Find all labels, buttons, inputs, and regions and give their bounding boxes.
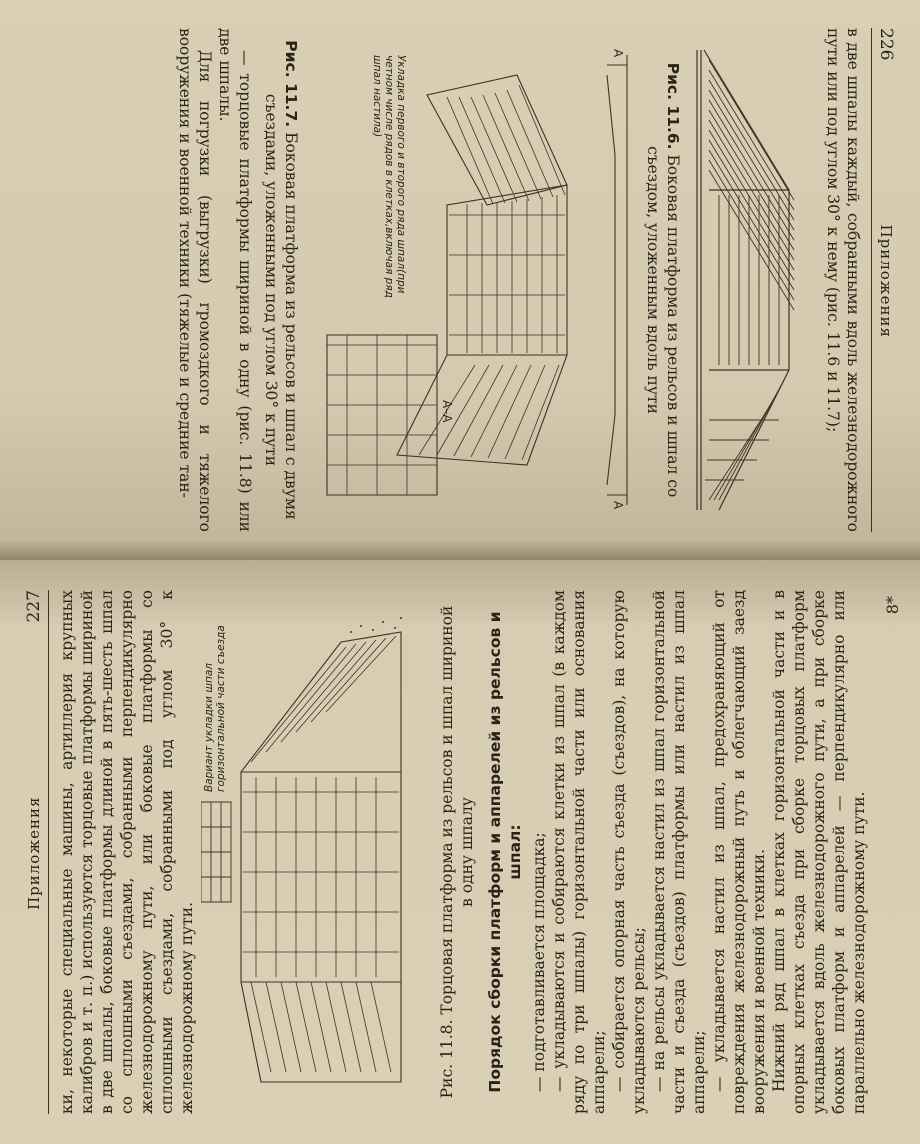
figure-11-8 bbox=[201, 602, 431, 1102]
figure-11-8-drawing bbox=[201, 602, 431, 1102]
figure-11-7-label: Рис. 11.7. bbox=[282, 40, 300, 128]
section-marker-left: А bbox=[611, 49, 625, 58]
signature-mark: 8* bbox=[883, 596, 902, 615]
page-number: 226 bbox=[876, 28, 896, 61]
page-226 bbox=[0, 0, 920, 560]
running-head-227 bbox=[24, 590, 49, 1114]
page-number-227: 227 bbox=[24, 590, 44, 623]
figure-11-6 bbox=[689, 40, 819, 520]
para-loading: Для погрузки (выгрузки) громоздкого и тяжелого вооружения и военной техники (тяжелые и средние тан- bbox=[176, 28, 214, 532]
page-226-content bbox=[10, 10, 910, 550]
step-5: — укладывается настил из шпал, предохраняющий от повреждения железнодорожный путь и облегчающий заезд вооружения и военной техники. bbox=[710, 590, 768, 1114]
para-end-platforms: — торцовые платформы шириной в одну (рис. 11.8) или две шпалы. bbox=[216, 28, 254, 532]
figure-11-6-caption bbox=[643, 38, 683, 522]
section-marker-right: А bbox=[611, 501, 625, 510]
step-4: — на рельсы укладывается настил из шпал горизонтальной части и съезда (съездов) платформы или настил из шпал аппарели; bbox=[650, 590, 708, 1114]
figure-11-8-note: Вариант укладки шпал горизонтальной части съезда bbox=[203, 625, 227, 792]
assembly-heading: Порядок сборки платформ и аппарелей из рельсов и шпал: bbox=[486, 611, 524, 1093]
figure-11-6-label: Рис. 11.6. bbox=[664, 62, 682, 150]
step-2: — укладываются и собираются клетки из шпал (в каждом ряду по три шпалы) горизонтальной части или основания аппарели; bbox=[550, 590, 608, 1114]
section-label: А–А bbox=[440, 400, 454, 423]
figure-11-7-note: Укладка первого и второго ряда шпал(при четном числе рядов в клетках,включая ряд шпал настила) bbox=[371, 55, 407, 298]
figure-11-8-label: Рис. 11.8. bbox=[438, 1019, 456, 1099]
running-head bbox=[871, 28, 896, 532]
intro-paragraph: в две шпалы каждый, собранными вдоль железнодорожного пути или под углом 30° к нему (рис. 11.6 и 11.7); bbox=[824, 28, 862, 532]
figure-11-8-caption bbox=[437, 600, 477, 1104]
figure-11-7-caption-text: Боковая платформа из рельсов и шпал с двумя съездами, уложенными под углом 30° к пути bbox=[262, 93, 300, 520]
section-title-227: Приложения bbox=[25, 796, 43, 910]
figure-11-6-drawing bbox=[689, 40, 819, 520]
closing-paragraph: Нижний ряд шпал в клетках горизонтальной части и в опорных клетках съезда при сборке торцовых платформ укладывается вдоль железнодорожного пути, а при сборке боковых платформ и аппарелей — перпендикулярно или параллельно железнодорожному пути. bbox=[770, 590, 868, 1114]
figure-11-7-drawing bbox=[307, 35, 637, 525]
continuation-paragraph: ки, некоторые специальные машины, артиллерия крупных калибров и т. п.) используются торцовые платформы шириной в две шпалы, боковые платформы длиной в пять-шесть шпал со сплошными съездами, собранными перпендикулярно железнодорожному пути, или боковые платформы со сплошными съездами, собранными под углом 30° к железнодорожному пути. bbox=[58, 590, 196, 1114]
step-3: — собирается опорная часть съезда (съездов), на которую укладываются рельсы; bbox=[610, 590, 648, 1114]
figure-11-8-caption-text: Торцовая платформа из рельсов и шпал шириной в одну шпалу bbox=[438, 605, 476, 1015]
step-1: — подготавливается площадка; bbox=[530, 832, 548, 1092]
figure-11-7-caption bbox=[261, 38, 301, 522]
page-227 bbox=[0, 560, 920, 1144]
page-227-content bbox=[10, 572, 910, 1132]
figure-11-6-caption-text: Боковая платформа из рельсов и шпал со съездом, уложенным вдоль пути bbox=[644, 146, 682, 498]
section-title: Приложения bbox=[877, 224, 895, 338]
figure-11-7 bbox=[307, 35, 637, 525]
